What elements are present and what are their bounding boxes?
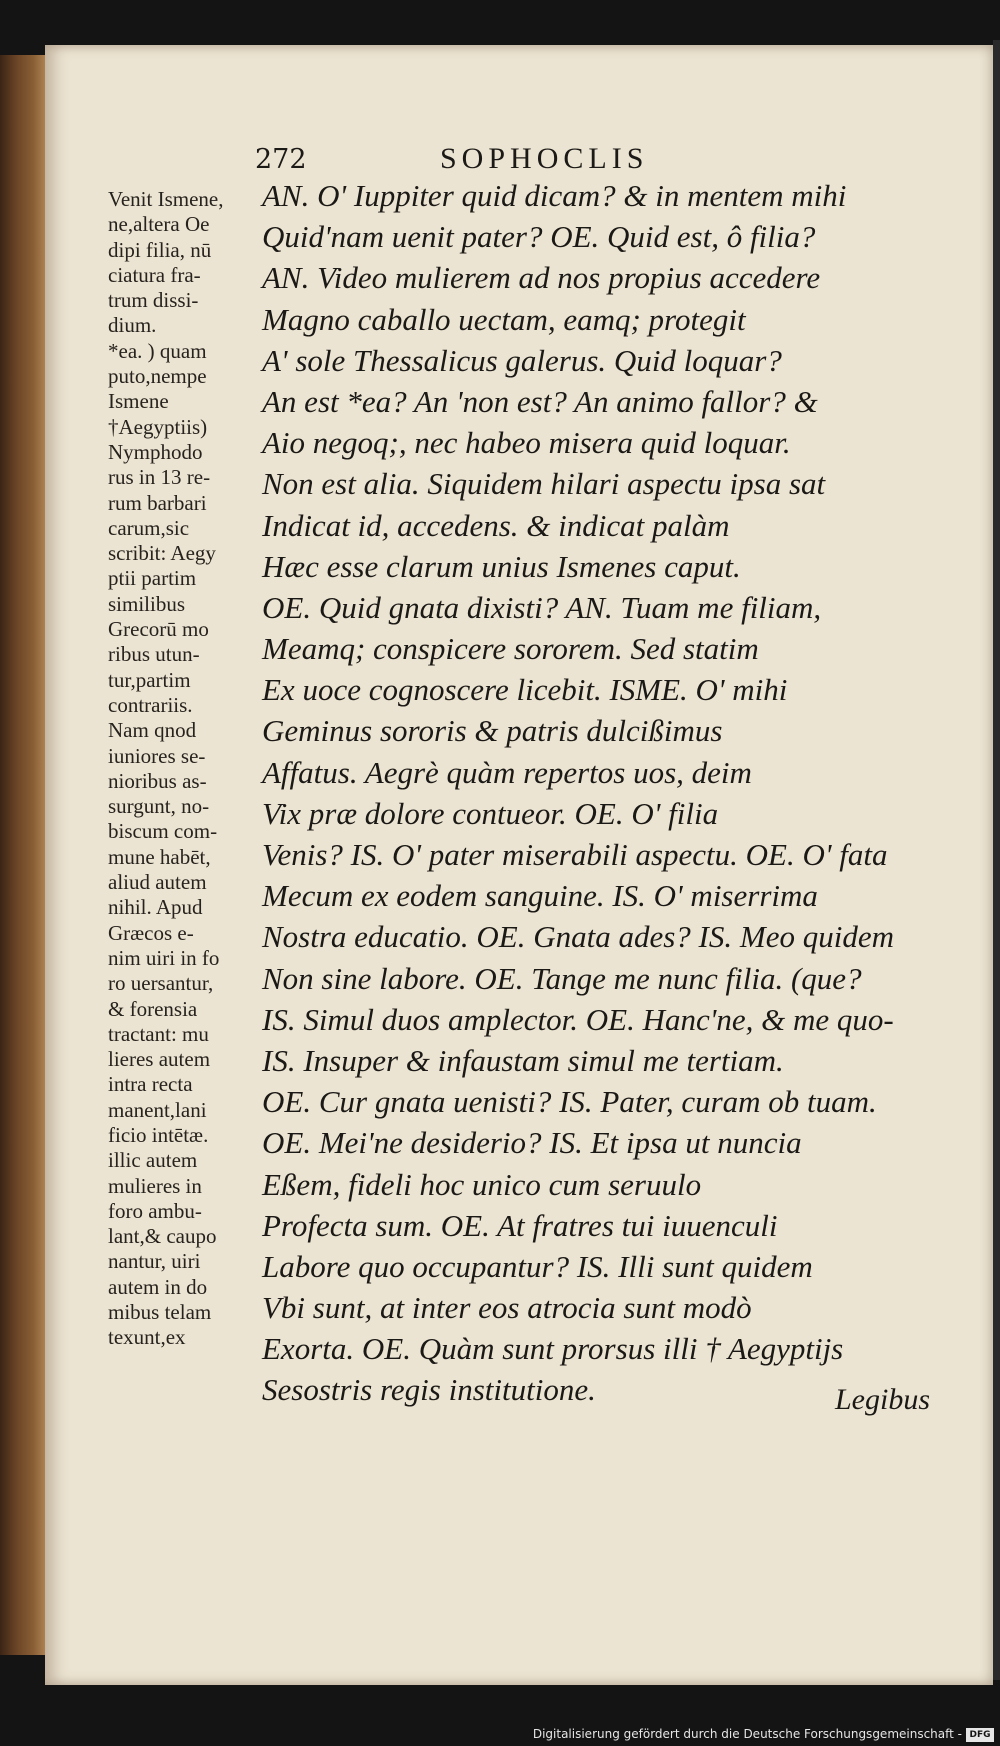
margin-note-line: Grecorū mo: [108, 617, 209, 642]
verse-line: OE. Mei'ne desiderio? IS. Et ipsa ut nuncia: [262, 1125, 802, 1161]
verse-line: AN. O' Iuppiter quid dicam? & in mentem mihi: [262, 178, 847, 213]
margin-note-line: biscum com-: [108, 819, 218, 844]
margin-note-line: Græcos e-: [108, 920, 194, 945]
margin-note-line: nihil. Apud: [108, 895, 203, 920]
verse-line: Indicat id, accedens. & indicat palàm: [262, 507, 730, 543]
margin-note-line: ne,altera Oe: [108, 212, 210, 237]
verse-line: Geminus sororis & patris dulcißimus: [262, 713, 723, 749]
verse-block: [262, 175, 962, 1411]
verse-line: OE. Quid gnata dixisti? AN. Tuam me filiam,: [262, 589, 822, 625]
verse-line: A' sole Thessalicus galerus. Quid loquar?: [262, 342, 782, 378]
footer-bar: [0, 1725, 1000, 1746]
margin-note-line: †Aegyptiis): [108, 414, 208, 439]
margin-note-line: Ismene: [108, 389, 169, 414]
verse-line: IS. Insuper & infaustam simul me tertiam.: [262, 1042, 784, 1078]
margin-note-line: contrariis.: [108, 692, 193, 717]
verse-line: Vbi sunt, at inter eos atrocia sunt modò: [262, 1290, 752, 1326]
verse-line: Labore quo occupantur? IS. Illi sunt quidem: [262, 1248, 813, 1284]
margin-note-line: texunt,ex: [108, 1325, 186, 1350]
margin-note-line: nioribus as-: [108, 768, 207, 793]
page-number: 272: [255, 144, 307, 175]
margin-note-line: foro ambu-: [108, 1198, 202, 1223]
margin-note-line: manent,lani: [108, 1097, 207, 1122]
margin-note-line: dium.: [108, 313, 157, 338]
verse-line: Meamq; conspicere sororem. Sed statim: [262, 631, 759, 667]
verse-line: AN. Video mulierem ad nos propius accedere: [262, 260, 821, 296]
margin-note-line: mune habēt,: [108, 844, 211, 869]
margin-note-line: dipi filia, nū: [108, 237, 212, 262]
verse-line: An est *ea? An 'non est? An animo fallor? &: [262, 383, 818, 419]
verse-line: Sesostris regis institutione.: [262, 1372, 596, 1408]
verse-line: Ex uoce cognoscere licebit. ISME. O' mihi: [262, 672, 788, 708]
margin-note-line: iuniores se-: [108, 743, 206, 768]
verse-line: Aio negoq;, nec habeo misera quid loquar.: [262, 425, 791, 461]
margin-note-line: Nam qnod: [108, 718, 197, 743]
margin-note-line: tractant: mu: [108, 1021, 209, 1046]
book-right-edge: [993, 40, 1000, 1680]
verse-line: Non sine labore. OE. Tange me nunc filia. (que?: [262, 960, 862, 996]
margin-note-line: ptii partim: [108, 566, 197, 591]
margin-note-line: mulieres in: [108, 1173, 202, 1198]
book-title: SOPHOCLIS: [440, 142, 649, 175]
verse-line: Vix præ dolore contueor. OE. O' filia: [262, 795, 719, 831]
verse-line: Exorta. OE. Quàm sunt prorsus illi † Aegyptijs: [262, 1331, 844, 1367]
book-binding-edge: [0, 55, 48, 1655]
margin-note-line: & forensia: [108, 996, 198, 1021]
margin-note-line: Nymphodo: [108, 439, 203, 464]
margin-note-line: scribit: Aegy: [108, 541, 216, 566]
running-head: [255, 140, 955, 180]
verse-line: Profecta sum. OE. At fratres tui iuuenculi: [262, 1207, 778, 1243]
verse-line: Magno caballo uectam, eamq; protegit: [262, 301, 746, 337]
verse-line: OE. Cur gnata uenisti? IS. Pater, curam ob tuam.: [262, 1084, 877, 1120]
verse-line: Quid'nam uenit pater? OE. Quid est, ô filia?: [262, 219, 816, 255]
verse-line: Eßem, fideli hoc unico cum seruulo: [262, 1166, 702, 1202]
verse-line: Nostra educatio. OE. Gnata ades? IS. Meo quidem: [262, 919, 894, 955]
verse-line: Affatus. Aegrè quàm repertos uos, deim: [262, 754, 752, 790]
margin-note-line: puto,nempe: [108, 364, 207, 389]
margin-note-line: *ea. ) quam: [108, 338, 207, 363]
margin-note-line: lant,& caupo: [108, 1224, 217, 1249]
margin-note-line: trum dissi-: [108, 288, 199, 313]
margin-note-line: similibus: [108, 591, 186, 616]
margin-note-line: intra recta: [108, 1072, 193, 1097]
verse-line: Non est alia. Siquidem hilari aspectu ipsa sat: [262, 466, 826, 502]
verse-line: Hæc esse clarum unius Ismenes caput.: [262, 548, 741, 584]
margin-note-line: ribus utun-: [108, 642, 200, 667]
margin-note-line: ciatura fra-: [108, 262, 201, 287]
margin-note-line: nantur, uiri: [108, 1249, 201, 1274]
margin-note-line: tur,partim: [108, 667, 191, 692]
margin-note-line: nim uiri in fo: [108, 945, 220, 970]
margin-note-line: mibus telam: [108, 1300, 212, 1325]
catchword: Legibus: [835, 1383, 931, 1416]
margin-note-line: rus in 13 re-: [108, 465, 211, 490]
dfg-logo: DFG: [966, 1728, 994, 1742]
margin-note-line: rum barbari: [108, 490, 207, 515]
margin-note-line: Venit Ismene,: [108, 187, 224, 211]
verse-line: Venis? IS. O' pater miserabili aspectu. OE. O' fata: [262, 837, 888, 872]
verse-line: Mecum ex eodem sanguine. IS. O' miserrima: [262, 878, 818, 914]
margin-note-line: autem in do: [108, 1274, 208, 1299]
margin-notes: [108, 187, 268, 1351]
margin-note-line: ro uersantur,: [108, 971, 214, 996]
margin-note-line: surgunt, no-: [108, 794, 210, 819]
verse-line: IS. Simul duos amplector. OE. Hanc'ne, & me quo-: [262, 1001, 894, 1037]
margin-note-line: illic autem: [108, 1148, 198, 1173]
margin-note-line: lieres autem: [108, 1047, 211, 1072]
margin-note-line: carum,sic: [108, 515, 190, 540]
margin-note-line: aliud autem: [108, 870, 207, 895]
margin-note-line: ficio intētæ.: [108, 1122, 209, 1147]
digitization-credit: Digitalisierung gefördert durch die Deutsche Forschungsgemeinschaft -: [532, 1727, 962, 1741]
